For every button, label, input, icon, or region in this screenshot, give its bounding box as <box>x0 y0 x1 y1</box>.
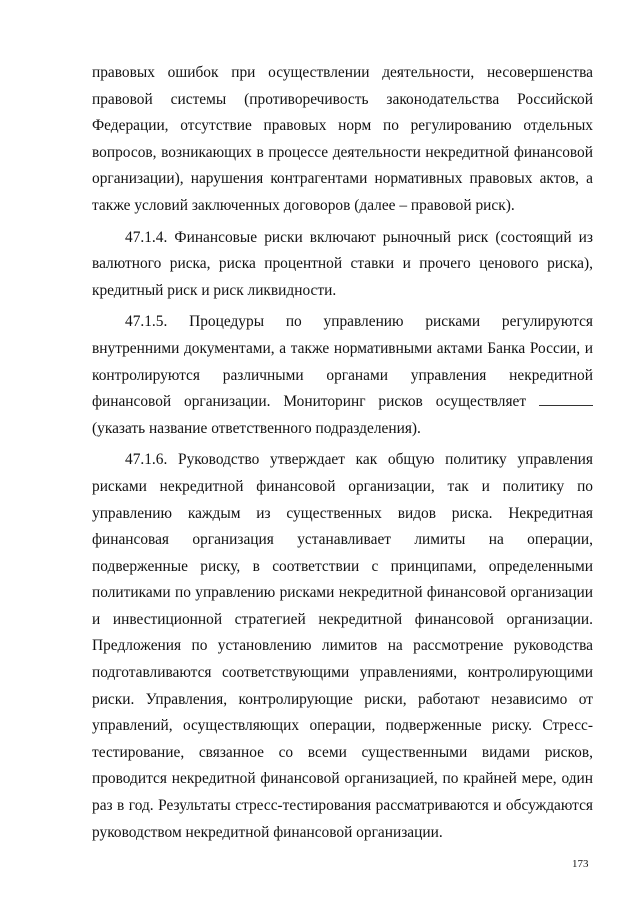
page-number: 173 <box>572 858 589 870</box>
paragraph-47-1-4: 47.1.4. Финансовые риски включают рыночный риск (состоящий из валютного риска, риска процентной ставки и прочего ценового риска), кредитный риск и риск ликвидности. <box>92 228 593 299</box>
paragraph-47-1-5-text-before: 47.1.5. Процедуры по управлению рисками регулируются внутренними документами, а также нормативными актами Банка России, и контролируются различными органами управления некредитной финансовой организации. Мониторинг рисков осуществляет <box>92 313 593 411</box>
paragraph-47-1-5-text-after: (указать название ответственного подразделения). <box>92 419 421 437</box>
paragraph-47-1-6: 47.1.6. Руководство утверждает как общую политику управления рисками некредитной финансовой организации, так и политику по управлению каждым из существенных видов риска. Некредитная финансовая организация устанавливает лимиты на операции, подверженные риску, в соответствии с принципами, определенными политиками по управлению рисками некредитной финансовой организации и инвестиционной стратегией некредитной финансовой организации. Предложения по установлению лимитов на рассмотрение руководства подготавливаются соответствующими управлениями, контролирующими риски. Управления, контролирующие риски, работают независимо от управлений, осуществляющих операции, подверженные риску. Стресс-тестирование, связанное со всеми существенными видами рисков, проводится некредитной финансовой организацией, по крайней мере, один раз в год. Результаты стресс-тестирования рассматриваются и обсуждаются руководством некредитной финансовой организации. <box>92 451 593 841</box>
paragraph-47-1-5 <box>92 309 593 442</box>
page-body <box>92 60 593 846</box>
fill-in-blank <box>539 393 593 406</box>
paragraph-legal-risk-continuation: правовых ошибок при осуществлении деятельности, несовершенства правовой системы (противоречивость законодательства Российской Федерации, отсутствие правовых норм по регулированию отдельных вопросов, возникающих в процессе деятельности некредитной финансовой организации), нарушения контрагентами нормативных правовых актов, а также условий заключенных договоров (далее – правовой риск). <box>92 64 593 214</box>
